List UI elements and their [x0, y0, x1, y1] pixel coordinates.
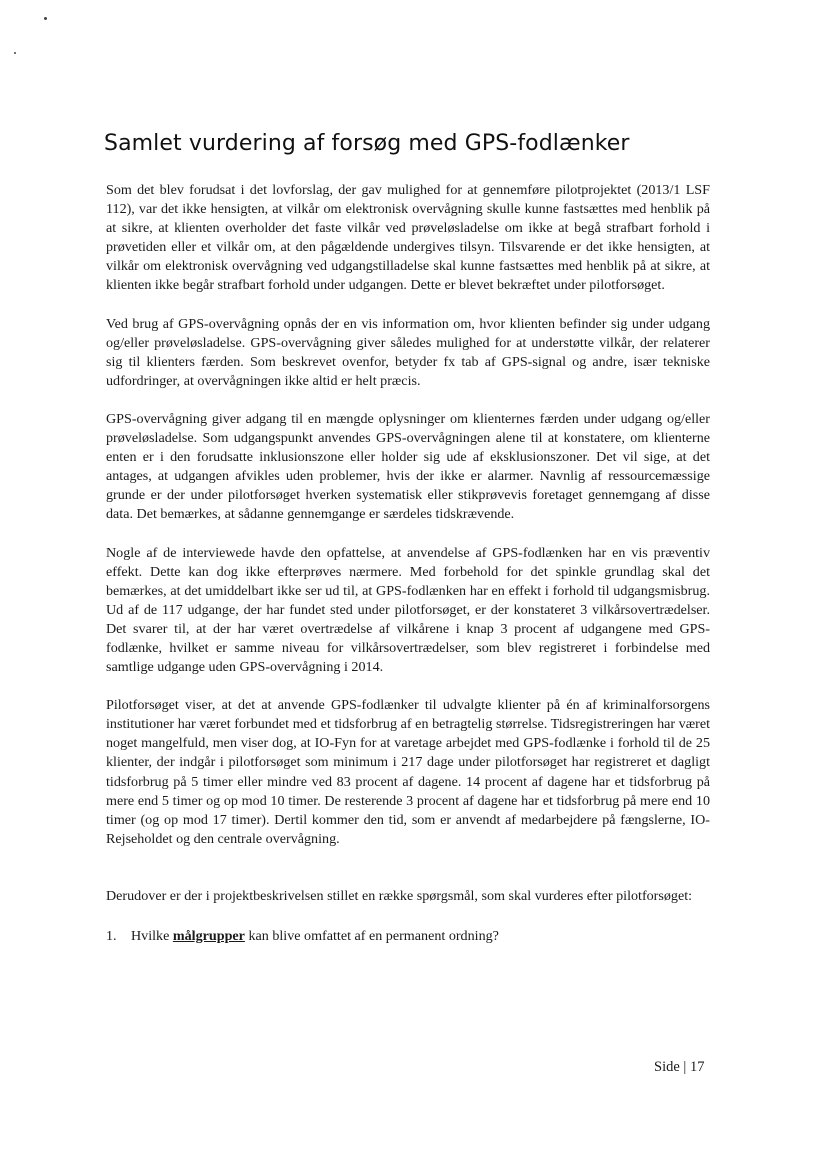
question-list	[106, 927, 710, 946]
question-text-before: Hvilke	[131, 928, 170, 944]
document-body	[106, 181, 710, 946]
page-title: Samlet vurdering af forsøg med GPS-fodlænker	[104, 131, 630, 156]
question-item	[106, 927, 710, 946]
paragraph-1: Som det blev forudsat i det lovforslag, der gav mulighed for at gennemføre pilotprojektet (2013/1 LSF 112), var det ikke hensigten, at vilkår om elektronisk overvågning skulle kunne fastsættes med henblik på at sikre, at klienten overholder det faste vilkår ved prøveløsladelse om ikke at begå strafbart forhold i prøvetiden eller et vilkår om, at den pågældende undergives tilsyn. Tilsvarende er det ikke hensigten, at vilkår om elektronisk overvågning ved udgangstilladelse skal kunne fastsættes med henblik på at sikre, at klienten ikke begår strafbart forhold under udgangen. Dette er blevet bekræftet under pilotforsøget.	[106, 182, 710, 294]
question-keyword: målgrupper	[172, 928, 245, 944]
paragraph-4: Nogle af de interviewede havde den opfattelse, at anvendelse af GPS-fodlænken har en vis præventiv effekt. Dette kan dog ikke efterprøves nærmere. Med forbehold for det spinkle grundlag skal det bemærkes, at det umiddelbart ikke ser ud til, at GPS-fodlænken har en effekt i forhold til udgangsmisbrug. Ud af de 117 udgange, der har fundet sted under pilotforsøget, er der konstateret 3 vilkårsovertrædelser. Det svarer til, at der har været overtrædelse af vilkårene i knap 3 procent af udgangene med GPS-fodlænke, hvilket er samme niveau for vilkårsovertrædelser, som blev registreret i forbindelse med samtlige udgange uden GPS-overvågning i 2014.	[106, 544, 710, 676]
footer-label: Side	[654, 1059, 680, 1075]
paragraph-6: Derudover er der i projektbeskrivelsen stillet en række spørgsmål, som skal vurderes efter pilotforsøget:	[106, 887, 693, 904]
question-text-after: kan blive omfattet af en permanent ordning?	[248, 928, 499, 944]
paragraph-3: GPS-overvågning giver adgang til en mængde oplysninger om klienternes færden under udgang og/eller prøveløsladelse. Som udgangspunkt anvendes GPS-overvågningen alene til at konstatere, om klienterne enten er i den forudsatte inklusionszone eller holder sig ude af eksklusionszoner. Det vil sige, at det antages, at udgangen afvikles uden problemer, hvis der ikke er alarmer. Navnlig af ressourcemæssige grunde er der under pilotforsøget hverken systematisk eller stikprøvevis foretaget gennemgang af disse data. Det bemærkes, at sådanne gennemgange er særdeles tidskrævende.	[106, 410, 710, 523]
scan-speck	[44, 17, 47, 20]
page-number: 17	[689, 1059, 705, 1075]
paragraph-5: Pilotforsøget viser, at det at anvende GPS-fodlænker til udvalgte klienter på én af kriminalforsorgens institutioner har været forbundet med et tidsforbrug af en betragtelig størrelse. Tidsregistreringen har været noget mangelfuld, men viser dog, at IO-Fyn for at varetage arbejdet med GPS-fodlænke i forhold til de 25 klienter, der indgår i pilotforsøget som minimum i 217 dage under pilotforsøget har registreret et dagligt tidsforbrug på 5 timer eller mindre ved 83 procent af dagene. 14 procent af dagene har et tidsforbrug på mere end 5 timer og op mod 10 timer. De resterende 3 procent af dagene har et tidsforbrug på mere end 10 timer (og op mod 17 timer). Dertil kommer den tid, som er anvendt af medarbejdere på fængslerne, IO-Rejseholdet og den centrale overvågning.	[106, 697, 710, 847]
page-footer	[654, 1059, 704, 1076]
scan-speck	[14, 52, 16, 54]
footer-separator: |	[683, 1059, 687, 1075]
question-number: 1.	[106, 928, 117, 944]
paragraph-2: Ved brug af GPS-overvågning opnås der en vis information om, hvor klienten befinder sig under udgang og/eller prøveløsladelse. GPS-overvågning giver således mulighed for at understøtte vilkår, der relaterer sig til klienters færden. Som beskrevet ovenfor, betyder fx tab af GPS-signal og andre, især tekniske udfordringer, at overvågningen ikke altid er helt præcis.	[106, 315, 710, 389]
question-text	[131, 927, 499, 946]
